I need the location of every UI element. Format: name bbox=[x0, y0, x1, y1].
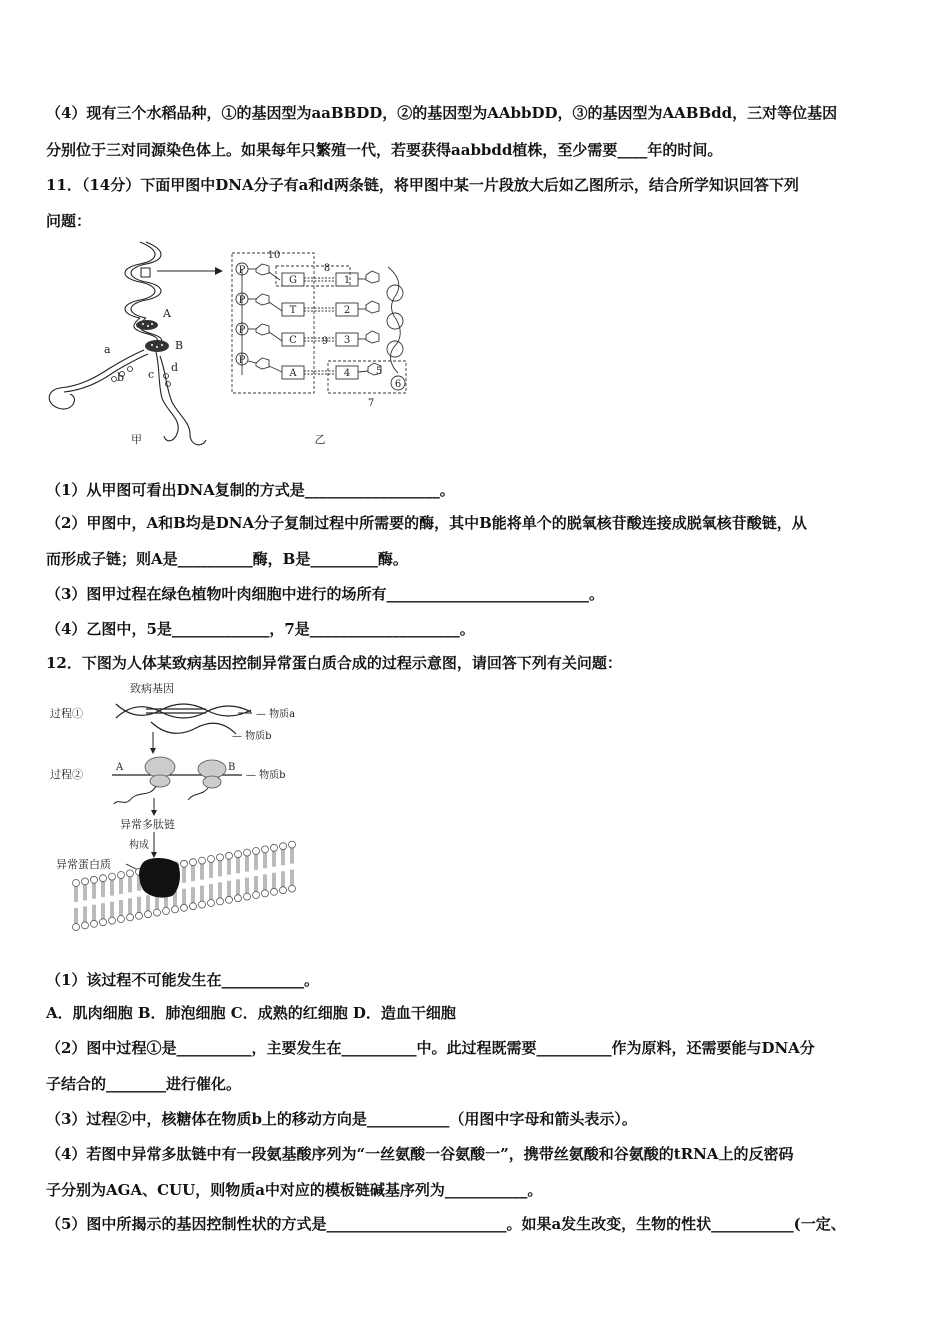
yi-label-7: 7 bbox=[367, 398, 375, 409]
yi-phosphate-3: P bbox=[238, 325, 246, 336]
yi-label-10: 10 bbox=[267, 250, 281, 261]
point-a-label: A bbox=[116, 762, 124, 773]
q12-figure bbox=[46, 678, 316, 948]
yi-phosphate-2: P bbox=[238, 295, 246, 306]
abnormal-protein-label: 异常蛋白质 bbox=[56, 858, 111, 871]
q11-figure-yi bbox=[228, 245, 418, 450]
yi-phosphate-1: P bbox=[238, 265, 246, 276]
yi-label-9: 9 bbox=[321, 336, 329, 347]
yi-base-C: C bbox=[289, 335, 297, 346]
q12-part4-line2: 子分别为AGA、CUU，则物质a中对应的模板链碱基序列为___________。 bbox=[46, 1181, 543, 1199]
yi-num-3: 3 bbox=[343, 335, 351, 346]
yi-base-G: G bbox=[289, 275, 297, 286]
q12-part2-line2: 子结合的________进行催化。 bbox=[46, 1075, 242, 1093]
jia-label-B: B bbox=[175, 339, 184, 352]
abnormal-chain-label: 异常多肽链 bbox=[120, 818, 175, 831]
gene-label: 致病基因 bbox=[130, 682, 174, 695]
process1-label: 过程① bbox=[50, 707, 83, 720]
yi-caption: 乙 bbox=[314, 433, 326, 446]
q11-part3: （3）图甲过程在绿色植物叶肉细胞中进行的场所有___________________________。 bbox=[46, 585, 604, 603]
q12-stem: 12．下图为人体某致病基因控制异常蛋白质合成的过程示意图，请回答下列有关问题： bbox=[46, 654, 622, 672]
substance-b2-label: — 物质b bbox=[246, 770, 286, 781]
jia-label-d: d bbox=[171, 361, 179, 374]
q11-part1: （1）从甲图可看出DNA复制的方式是__________________。 bbox=[46, 481, 455, 499]
yi-label-6: 6 bbox=[394, 379, 402, 390]
substance-a-label: — 物质a bbox=[256, 709, 296, 720]
jia-caption: 甲 bbox=[131, 433, 142, 446]
jia-label-A: A bbox=[163, 307, 171, 320]
jia-label-b: b bbox=[117, 371, 125, 384]
yi-label-5: 5 bbox=[375, 366, 383, 377]
q11-part2-line1: （2）甲图中，A和B均是DNA分子复制过程中所需要的酶，其中B能将单个的脱氧核苷酸连接成脱氧核苷酸链，从 bbox=[46, 514, 807, 532]
yi-num-1: 1 bbox=[343, 275, 351, 286]
q10-part4-line1: （4）现有三个水稻品种，①的基因型为aaBBDD，②的基因型为AAbbDD，③的基因型为AABBdd，三对等位基因 bbox=[46, 104, 838, 122]
yi-phosphate-4: P bbox=[238, 355, 246, 366]
yi-base-A: A bbox=[289, 368, 297, 379]
compose-label: 构成 bbox=[129, 840, 149, 851]
q12-part2-line1: （2）图中过程①是__________，主要发生在__________中。此过程既需要__________作为原料，还需要能与DNA分 bbox=[46, 1039, 815, 1057]
yi-num-2: 2 bbox=[343, 305, 351, 316]
q12-options: A．肌肉细胞 B．肺泡细胞 C．成熟的红细胞 D．造血干细胞 bbox=[46, 1004, 456, 1022]
yi-label-8: 8 bbox=[323, 263, 331, 274]
q12-part4-line1: （4）若图中异常多肽链中有一段氨基酸序列为“一丝氨酸一谷氨酸一”，携带丝氨酸和谷氨酸的tRNA上的反密码 bbox=[46, 1145, 794, 1163]
magnify-arrow-icon bbox=[155, 265, 225, 277]
q11-stem-line2: 问题： bbox=[46, 212, 92, 230]
jia-label-c: c bbox=[148, 368, 155, 381]
yi-base-T: T bbox=[289, 305, 297, 316]
q10-part4-line2: 分别位于三对同源染色体上。如果每年只繁殖一代，若要获得aabbdd植株，至少需要____年的时间。 bbox=[46, 141, 723, 159]
q12-part3: （3）过程②中，核糖体在物质b上的移动方向是___________（用图中字母和箭头表示）。 bbox=[46, 1110, 637, 1128]
yi-num-4: 4 bbox=[343, 368, 351, 379]
q11-part2-line2: 而形成子链；则A是__________酶，B是_________酶。 bbox=[46, 550, 408, 568]
q12-part5: （5）图中所揭示的基因控制性状的方式是________________________。如果a发生改变，生物的性状___________(一定、 bbox=[46, 1215, 846, 1233]
process2-label: 过程② bbox=[50, 768, 83, 781]
q12-part1: （1）该过程不可能发生在___________。 bbox=[46, 971, 319, 989]
q11-part4: （4）乙图中，5是_____________，7是____________________。 bbox=[46, 620, 475, 638]
jia-label-a: a bbox=[104, 343, 111, 356]
q11-stem-line1: 11．（14分）下面甲图中DNA分子有a和d两条链，将甲图中某一片段放大后如乙图所示，结合所学知识回答下列 bbox=[46, 176, 799, 194]
substance-b1-label: — 物质b bbox=[232, 731, 272, 742]
point-b-label: B bbox=[228, 762, 236, 773]
